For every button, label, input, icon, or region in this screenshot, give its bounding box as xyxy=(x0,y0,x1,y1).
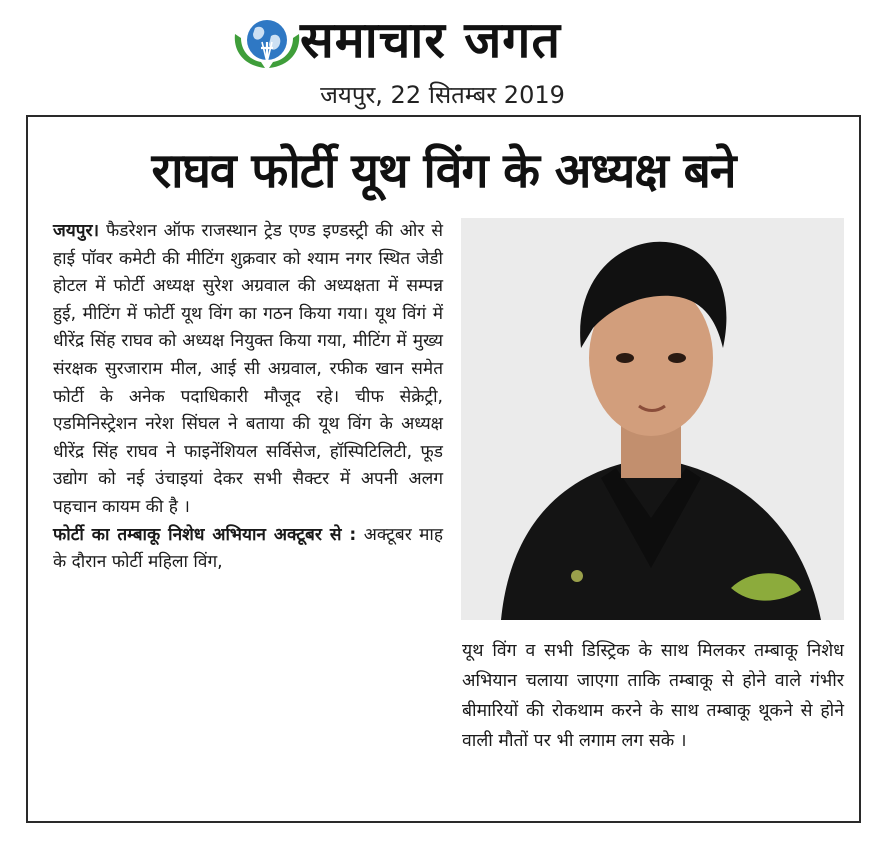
newspaper-title: समाचार जगत xyxy=(300,11,561,69)
article-body-column xyxy=(53,218,443,577)
article-headline: राघव फोर्टी यूथ विंग के अध्यक्ष बने xyxy=(151,143,736,199)
article-lead-word: जयपुर। xyxy=(53,221,100,241)
portrait-illustration-icon xyxy=(461,218,844,620)
photo-caption xyxy=(462,636,844,756)
dateline: जयपुर, 22 सितम्बर 2019 xyxy=(320,81,565,109)
article-paragraph-2 xyxy=(53,522,443,577)
globe-in-hands-logo-icon xyxy=(231,12,303,72)
article-paragraph xyxy=(53,218,443,522)
masthead xyxy=(0,8,885,80)
article-subheading: फोर्टी का तम्बाकू निशेध अभियान अक्टूबर से : xyxy=(53,524,357,545)
portrait-photo xyxy=(461,218,844,620)
article-body-text-2: अक्टूबर माह के दौरान फोर्टी महिला विंग, xyxy=(53,524,444,573)
article-body-text: फैडरेशन ऑफ राजस्थान ट्रेड एण्ड इण्डस्ट्री की ओर से हाई पॉवर कमेटी की मीटिंग शुक्रवार को श्याम नगर स्थित जेडी होटल में फोर्टी अध्यक्ष सुरेश अग्रवाल की अध्यक्षता में सम्पन्न हुई, मीटिंग में फोर्टी यूथ विंग का गठन किया गया। यूथ विंगं में धीरेंद्र सिंह राघव को अध्यक्ष नियुक्त किया गया, मीटिंग में मुख्य संरक्षक सुरजाराम मील, आई सी अग्रवाल, रफीक खान समेत फोर्टी के अनेक पदाधिकारी मौजूद रहे। चीफ सेक्रेट्री, एडमिनिस्ट्रेशन नरेश सिंघल ने बताया की यूथ विंग के अध्यक्ष धीरेंद्र सिंह राघव ने फाइनेंशियल सर्विसेज, हॉस्पिटिलिटी, फूड उद्योग को नई उंचाइयां देकर सभी सैक्टर में अपनी अलग पहचान कायम की है । xyxy=(53,221,443,517)
caption-text: यूथ विंग व सभी डिस्ट्रिक के साथ मिलकर तम्बाकू निशेध अभियान चलाया जाएगा ताकि तम्बाकू से होने वाले गंभीर बीमारियों की रोकथाम करने के साथ तम्बाकू थूकने से होने वाली मौतों पर भी लगाम लग सके । xyxy=(462,641,844,751)
